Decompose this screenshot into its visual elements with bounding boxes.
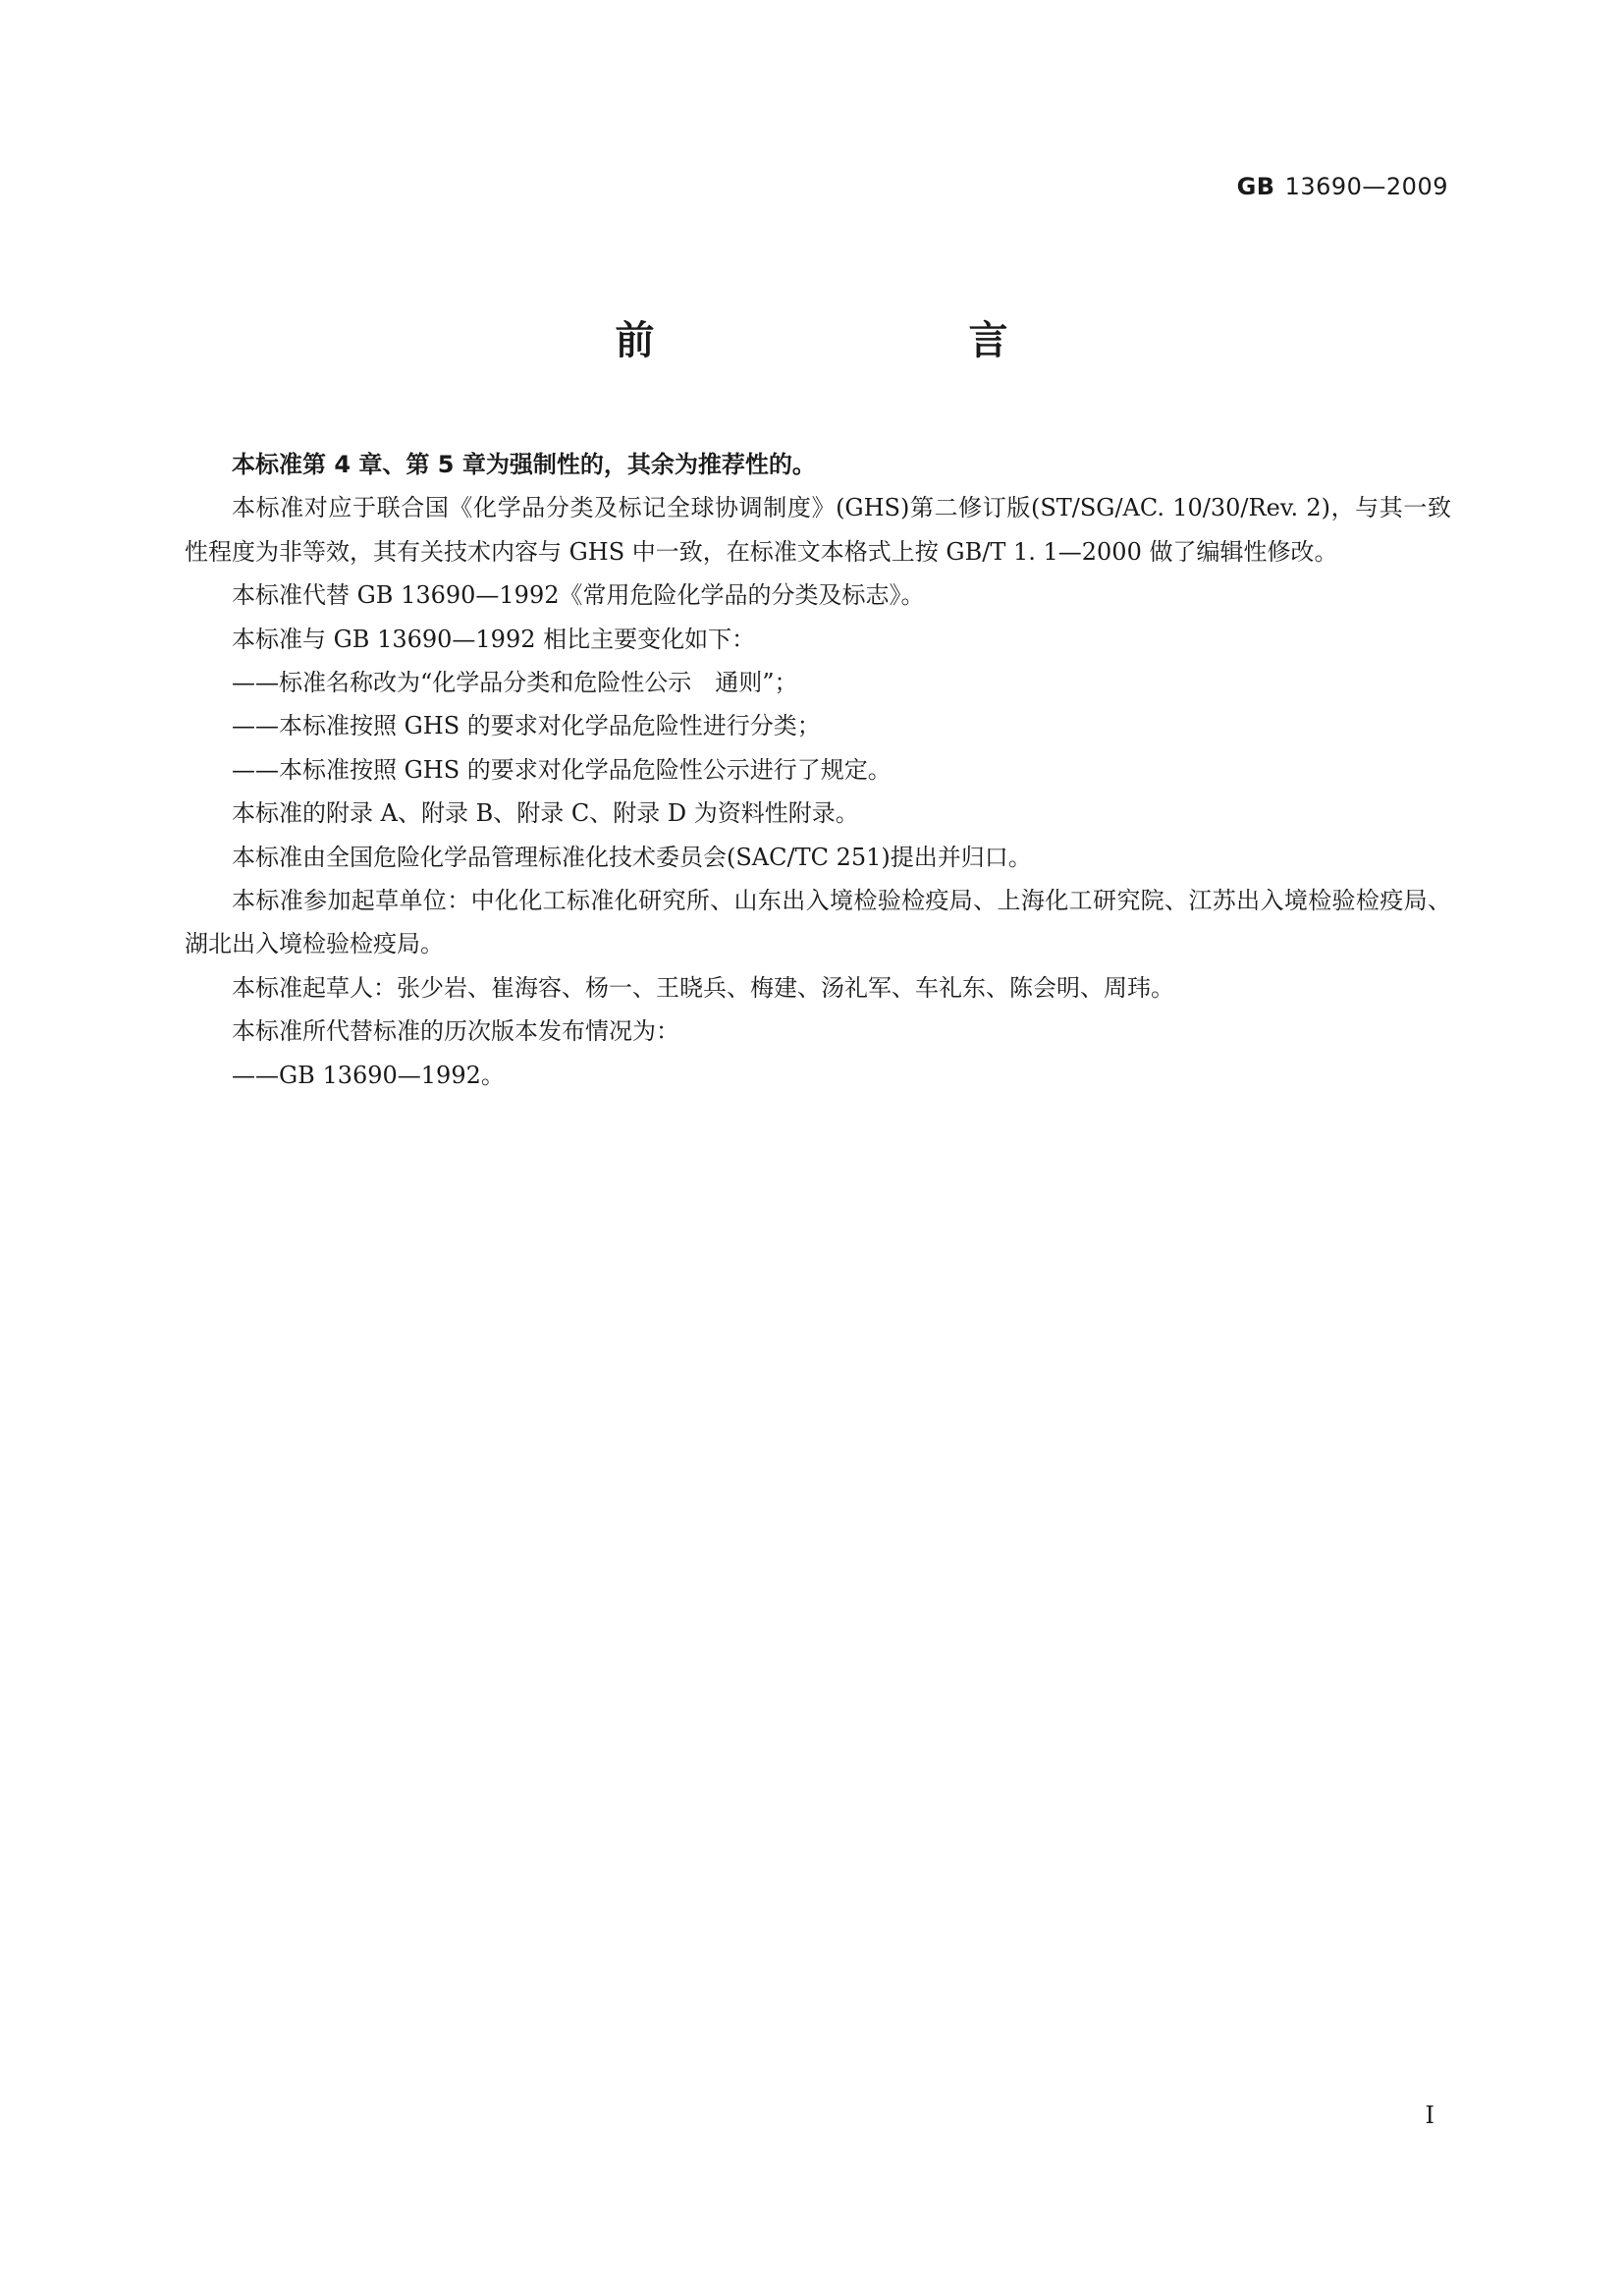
paragraph-proposer: 本标准由全国危险化学品管理标准化技术委员会(SAC/TC 251)提出并归口。	[232, 843, 1032, 871]
paragraph-changes-intro: 本标准与 GB 13690—1992 相比主要变化如下：	[232, 625, 756, 653]
paragraph-replaces: 本标准代替 GB 13690—1992《常用危险化学品的分类及标志》。	[232, 581, 925, 610]
paragraph-appendices: 本标准的附录 A、附录 B、附录 C、附录 D 为资料性附录。	[232, 799, 859, 828]
list-item-history-1: ——GB 13690—1992。	[232, 1061, 505, 1089]
standard-number: 13690—2009	[1284, 173, 1448, 200]
paragraph-mandatory-clause: 本标准第 4 章、第 5 章为强制性的，其余为推荐性的。	[232, 451, 816, 478]
standard-prefix: GB	[1236, 173, 1275, 200]
paragraph-drafting-units: 本标准参加起草单位：中化化工标准化研究所、山东出入境检验检疫局、上海化工研究院、江苏出入境检验检疫局、湖北出入境检验检疫局。	[185, 887, 1451, 958]
list-item-change-3: ——本标准按照 GHS 的要求对化学品危险性公示进行了规定。	[232, 755, 892, 784]
paragraph-history-intro: 本标准所代替标准的历次版本发布情况为：	[232, 1017, 679, 1046]
page-title: 前 言	[615, 318, 1087, 363]
list-item-change-2: ——本标准按照 GHS 的要求对化学品危险性进行分类；	[232, 712, 821, 740]
list-item-change-1: ——标准名称改为“化学品分类和危险性公示 通则”；	[232, 669, 798, 697]
document-body	[185, 443, 1451, 1097]
paragraph-drafters: 本标准起草人：张少岩、崔海容、杨一、王晓兵、梅建、汤礼军、车礼东、陈会明、周玮。	[232, 973, 1174, 1002]
page-number: I	[1425, 2102, 1434, 2129]
standard-code	[1237, 173, 1448, 200]
paragraph-ghs-correspondence: 本标准对应于联合国《化学品分类及标记全球协调制度》(GHS)第二修订版(ST/SG/AC. 10/30/Rev. 2)，与其一致性程度为非等效，其有关技术内容与 GHS 中一致，在标准文本格式上按 GB/T 1. 1—2000 做了编辑性修改。	[185, 494, 1451, 566]
